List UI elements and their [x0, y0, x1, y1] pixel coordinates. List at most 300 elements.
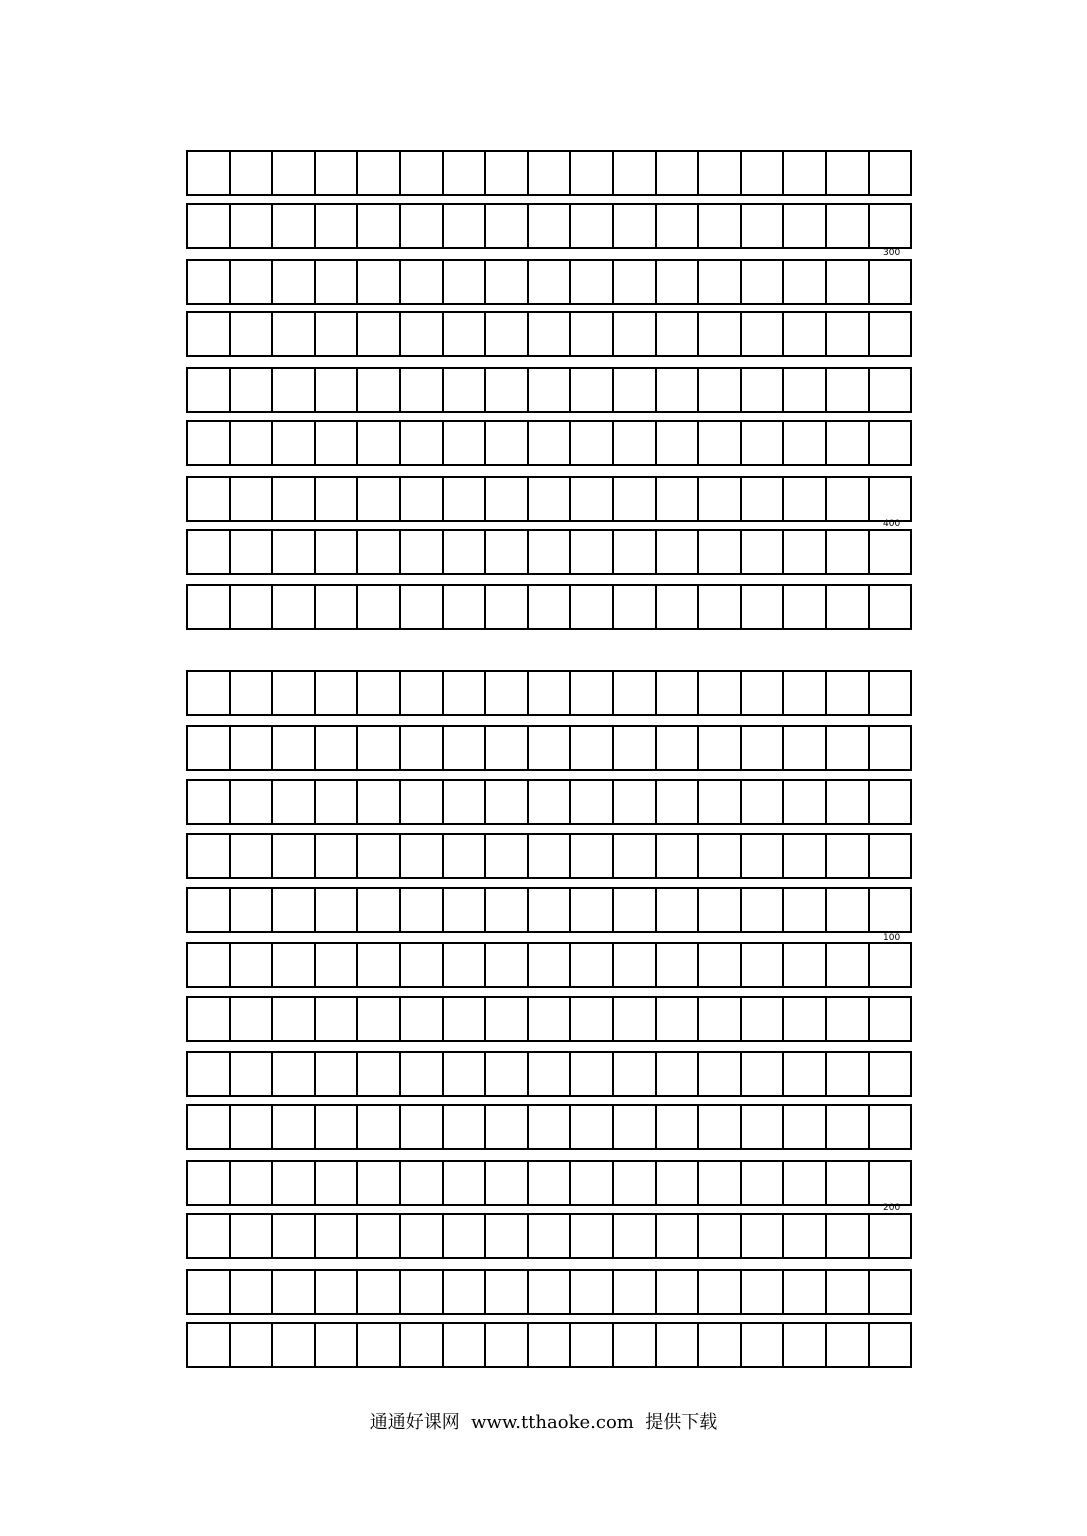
grid-cell — [229, 205, 272, 247]
grid-cell — [229, 531, 272, 573]
grid-cell — [655, 531, 698, 573]
grid-row — [186, 203, 912, 249]
grid-cell — [569, 781, 612, 823]
grid-cell — [612, 531, 655, 573]
grid-cell — [314, 727, 357, 769]
grid-cell — [697, 1324, 740, 1366]
grid-cell — [271, 944, 314, 986]
grid-cell — [188, 889, 229, 931]
grid-cell — [271, 727, 314, 769]
grid-cell — [868, 1324, 911, 1366]
grid-cell — [612, 889, 655, 931]
grid-cell — [740, 369, 783, 411]
grid-cell — [271, 369, 314, 411]
grid-cell — [356, 672, 399, 714]
grid-cell — [612, 478, 655, 520]
grid-cell — [399, 727, 442, 769]
grid-cell — [442, 586, 485, 628]
grid-cell — [782, 781, 825, 823]
grid-cell — [229, 781, 272, 823]
grid-cell — [314, 1271, 357, 1313]
grid-cell — [740, 478, 783, 520]
grid-cell — [527, 261, 570, 303]
grid-cell — [442, 1215, 485, 1257]
grid-cell — [442, 313, 485, 355]
grid-cell — [527, 369, 570, 411]
grid-cell — [484, 781, 527, 823]
grid-row — [186, 259, 912, 305]
grid-cell — [356, 152, 399, 194]
grid-cell — [740, 205, 783, 247]
grid-cell — [229, 261, 272, 303]
grid-cell — [569, 1106, 612, 1148]
grid-row — [186, 150, 912, 196]
grid-cell — [825, 1053, 868, 1095]
grid-cell — [655, 1053, 698, 1095]
grid-cell — [782, 835, 825, 877]
grid-cell — [527, 889, 570, 931]
grid-cell — [868, 1162, 911, 1204]
grid-cell — [314, 152, 357, 194]
grid-cell — [868, 998, 911, 1040]
grid-cell — [782, 531, 825, 573]
grid-cell — [782, 261, 825, 303]
grid-cell — [697, 369, 740, 411]
grid-cell — [442, 1106, 485, 1148]
grid-cell — [612, 835, 655, 877]
grid-cell — [740, 1162, 783, 1204]
grid-row — [186, 1051, 912, 1097]
grid-cell — [188, 205, 229, 247]
grid-row — [186, 1160, 912, 1206]
grid-cell — [442, 944, 485, 986]
grid-cell — [229, 727, 272, 769]
grid-cell — [569, 369, 612, 411]
grid-cell — [825, 422, 868, 464]
grid-cell — [229, 478, 272, 520]
grid-cell — [356, 889, 399, 931]
grid-row — [186, 1269, 912, 1315]
grid-cell — [356, 1215, 399, 1257]
grid-cell — [825, 369, 868, 411]
grid-cell — [825, 672, 868, 714]
grid-cell — [271, 835, 314, 877]
grid-cell — [697, 313, 740, 355]
grid-cell — [655, 152, 698, 194]
grid-cell — [188, 998, 229, 1040]
grid-cell — [399, 261, 442, 303]
grid-cell — [825, 835, 868, 877]
grid-cell — [612, 781, 655, 823]
grid-row — [186, 311, 912, 357]
grid-cell — [740, 586, 783, 628]
grid-cell — [782, 422, 825, 464]
grid-cell — [484, 1271, 527, 1313]
grid-cell — [868, 672, 911, 714]
grid-cell — [527, 835, 570, 877]
grid-cell — [399, 369, 442, 411]
grid-cell — [484, 1106, 527, 1148]
grid-cell — [271, 1215, 314, 1257]
grid-cell — [612, 998, 655, 1040]
grid-cell — [188, 531, 229, 573]
grid-cell — [825, 781, 868, 823]
grid-cell — [484, 1324, 527, 1366]
grid-cell — [825, 261, 868, 303]
grid-cell — [868, 781, 911, 823]
grid-cell — [782, 369, 825, 411]
grid-cell — [740, 152, 783, 194]
grid-cell — [527, 727, 570, 769]
grid-row — [186, 1322, 912, 1368]
grid-cell — [527, 1215, 570, 1257]
grid-cell — [569, 1324, 612, 1366]
grid-cell — [697, 1106, 740, 1148]
grid-cell — [740, 313, 783, 355]
grid-cell — [868, 835, 911, 877]
grid-cell — [697, 1271, 740, 1313]
grid-cell — [825, 205, 868, 247]
grid-cell — [484, 313, 527, 355]
grid-cell — [188, 1215, 229, 1257]
grid-cell — [229, 1271, 272, 1313]
grid-cell — [868, 889, 911, 931]
grid-cell — [356, 1324, 399, 1366]
grid-cell — [271, 781, 314, 823]
grid-cell — [442, 781, 485, 823]
grid-cell — [356, 422, 399, 464]
grid-cell — [655, 781, 698, 823]
grid-cell — [271, 205, 314, 247]
grid-cell — [569, 835, 612, 877]
grid-cell — [825, 1162, 868, 1204]
grid-cell — [655, 1271, 698, 1313]
grid-cell — [527, 1106, 570, 1148]
grid-cell — [868, 727, 911, 769]
grid-cell — [188, 1271, 229, 1313]
grid-cell — [188, 727, 229, 769]
grid-cell — [314, 586, 357, 628]
grid-cell — [484, 835, 527, 877]
grid-cell — [825, 889, 868, 931]
grid-cell — [484, 369, 527, 411]
grid-cell — [655, 944, 698, 986]
grid-cell — [314, 889, 357, 931]
grid-cell — [782, 1271, 825, 1313]
grid-cell — [612, 944, 655, 986]
grid-cell — [527, 998, 570, 1040]
grid-cell — [527, 1324, 570, 1366]
grid-cell — [442, 261, 485, 303]
grid-cell — [399, 531, 442, 573]
grid-cell — [484, 152, 527, 194]
grid-cell — [868, 478, 911, 520]
grid-cell — [655, 1215, 698, 1257]
grid-cell — [271, 1271, 314, 1313]
grid-cell — [314, 261, 357, 303]
grid-cell — [655, 998, 698, 1040]
grid-cell — [825, 998, 868, 1040]
grid-cell — [527, 944, 570, 986]
grid-cell — [740, 1324, 783, 1366]
grid-cell — [868, 944, 911, 986]
grid-cell — [188, 152, 229, 194]
grid-cell — [271, 422, 314, 464]
grid-cell — [697, 1215, 740, 1257]
grid-cell — [271, 1162, 314, 1204]
grid-cell — [740, 1053, 783, 1095]
grid-cell — [442, 1324, 485, 1366]
grid-cell — [442, 672, 485, 714]
grid-cell — [188, 672, 229, 714]
grid-cell — [740, 781, 783, 823]
grid-cell — [442, 835, 485, 877]
grid-cell — [484, 1215, 527, 1257]
grid-cell — [655, 369, 698, 411]
grid-cell — [484, 205, 527, 247]
grid-cell — [782, 586, 825, 628]
grid-cell — [868, 1053, 911, 1095]
grid-cell — [314, 672, 357, 714]
grid-cell — [569, 422, 612, 464]
grid-cell — [399, 1215, 442, 1257]
grid-cell — [271, 586, 314, 628]
grid-cell — [527, 1053, 570, 1095]
grid-row — [186, 529, 912, 575]
grid-cell — [655, 889, 698, 931]
grid-cell — [697, 261, 740, 303]
grid-cell — [655, 1106, 698, 1148]
grid-cell — [697, 586, 740, 628]
grid-cell — [825, 531, 868, 573]
grid-cell — [740, 422, 783, 464]
grid-cell — [442, 531, 485, 573]
grid-cell — [782, 478, 825, 520]
grid-cell — [569, 531, 612, 573]
grid-cell — [527, 672, 570, 714]
grid-cell — [356, 369, 399, 411]
grid-cell — [229, 889, 272, 931]
grid-cell — [527, 152, 570, 194]
word-count-marker-100: 100 — [883, 933, 901, 943]
grid-cell — [399, 944, 442, 986]
grid-cell — [782, 205, 825, 247]
grid-cell — [442, 998, 485, 1040]
grid-cell — [569, 672, 612, 714]
grid-cell — [655, 1324, 698, 1366]
grid-cell — [314, 1053, 357, 1095]
grid-cell — [612, 422, 655, 464]
grid-cell — [697, 727, 740, 769]
grid-cell — [356, 781, 399, 823]
grid-cell — [569, 1215, 612, 1257]
grid-cell — [825, 944, 868, 986]
grid-cell — [527, 1162, 570, 1204]
grid-cell — [188, 944, 229, 986]
grid-cell — [314, 998, 357, 1040]
grid-cell — [229, 1053, 272, 1095]
grid-cell — [484, 478, 527, 520]
grid-cell — [399, 313, 442, 355]
grid-cell — [271, 1053, 314, 1095]
grid-cell — [271, 672, 314, 714]
grid-cell — [356, 835, 399, 877]
grid-cell — [740, 1271, 783, 1313]
grid-cell — [697, 1162, 740, 1204]
grid-cell — [188, 369, 229, 411]
grid-cell — [399, 1271, 442, 1313]
grid-cell — [356, 261, 399, 303]
grid-cell — [188, 313, 229, 355]
grid-cell — [484, 944, 527, 986]
grid-cell — [740, 1106, 783, 1148]
grid-cell — [782, 1053, 825, 1095]
grid-cell — [697, 422, 740, 464]
grid-cell — [484, 998, 527, 1040]
grid-cell — [782, 152, 825, 194]
grid-cell — [399, 1106, 442, 1148]
grid-cell — [782, 672, 825, 714]
grid-cell — [229, 586, 272, 628]
grid-cell — [399, 889, 442, 931]
grid-cell — [442, 205, 485, 247]
grid-cell — [271, 313, 314, 355]
grid-cell — [655, 835, 698, 877]
grid-cell — [399, 205, 442, 247]
grid-cell — [229, 1324, 272, 1366]
grid-cell — [612, 1053, 655, 1095]
grid-cell — [484, 727, 527, 769]
grid-cell — [527, 422, 570, 464]
grid-row — [186, 1213, 912, 1259]
grid-cell — [697, 889, 740, 931]
grid-cell — [229, 835, 272, 877]
grid-cell — [356, 478, 399, 520]
grid-cell — [188, 422, 229, 464]
grid-cell — [740, 531, 783, 573]
grid-cell — [356, 205, 399, 247]
grid-cell — [356, 586, 399, 628]
grid-cell — [356, 531, 399, 573]
grid-cell — [697, 835, 740, 877]
grid-cell — [569, 478, 612, 520]
grid-cell — [825, 1106, 868, 1148]
grid-cell — [569, 152, 612, 194]
grid-cell — [527, 531, 570, 573]
grid-cell — [825, 586, 868, 628]
grid-cell — [314, 1324, 357, 1366]
grid-cell — [612, 205, 655, 247]
grid-cell — [442, 478, 485, 520]
grid-cell — [569, 313, 612, 355]
grid-cell — [484, 1053, 527, 1095]
grid-cell — [188, 781, 229, 823]
grid-cell — [782, 1162, 825, 1204]
grid-cell — [442, 1271, 485, 1313]
grid-cell — [188, 1106, 229, 1148]
grid-cell — [271, 531, 314, 573]
grid-cell — [740, 1215, 783, 1257]
grid-cell — [612, 727, 655, 769]
grid-row — [186, 476, 912, 522]
grid-cell — [484, 261, 527, 303]
footer-download-note: 通通好课网 www.tthaoke.com 提供下载 — [369, 1412, 718, 1433]
grid-cell — [825, 313, 868, 355]
grid-cell — [782, 1215, 825, 1257]
grid-cell — [697, 205, 740, 247]
grid-cell — [229, 313, 272, 355]
grid-cell — [868, 1215, 911, 1257]
grid-cell — [655, 586, 698, 628]
grid-cell — [740, 672, 783, 714]
grid-cell — [356, 1162, 399, 1204]
grid-cell — [868, 205, 911, 247]
grid-cell — [271, 261, 314, 303]
grid-cell — [314, 1106, 357, 1148]
grid-cell — [527, 313, 570, 355]
grid-row — [186, 725, 912, 771]
grid-cell — [188, 1324, 229, 1366]
grid-cell — [314, 205, 357, 247]
grid-cell — [697, 531, 740, 573]
grid-cell — [697, 672, 740, 714]
grid-cell — [188, 1162, 229, 1204]
grid-cell — [612, 313, 655, 355]
grid-cell — [612, 586, 655, 628]
grid-cell — [399, 835, 442, 877]
grid-cell — [612, 152, 655, 194]
grid-cell — [442, 1053, 485, 1095]
grid-cell — [569, 586, 612, 628]
grid-cell — [399, 781, 442, 823]
word-count-marker-300: 300 — [883, 248, 901, 258]
grid-cell — [314, 835, 357, 877]
word-count-marker-400: 400 — [883, 519, 901, 529]
grid-cell — [229, 944, 272, 986]
grid-cell — [399, 672, 442, 714]
grid-cell — [188, 586, 229, 628]
grid-cell — [569, 998, 612, 1040]
grid-cell — [442, 889, 485, 931]
grid-cell — [271, 478, 314, 520]
grid-cell — [569, 205, 612, 247]
grid-cell — [442, 152, 485, 194]
grid-cell — [188, 478, 229, 520]
grid-cell — [484, 531, 527, 573]
grid-cell — [229, 1106, 272, 1148]
grid-cell — [612, 1162, 655, 1204]
grid-cell — [399, 422, 442, 464]
grid-cell — [868, 422, 911, 464]
grid-cell — [271, 1106, 314, 1148]
grid-cell — [527, 205, 570, 247]
grid-cell — [612, 1324, 655, 1366]
grid-cell — [655, 261, 698, 303]
grid-cell — [569, 1162, 612, 1204]
grid-row — [186, 779, 912, 825]
grid-cell — [314, 1162, 357, 1204]
grid-cell — [825, 727, 868, 769]
grid-cell — [569, 944, 612, 986]
grid-cell — [314, 531, 357, 573]
grid-cell — [569, 261, 612, 303]
grid-cell — [868, 369, 911, 411]
grid-cell — [356, 998, 399, 1040]
grid-cell — [229, 369, 272, 411]
grid-cell — [527, 478, 570, 520]
grid-cell — [484, 1162, 527, 1204]
grid-cell — [782, 998, 825, 1040]
